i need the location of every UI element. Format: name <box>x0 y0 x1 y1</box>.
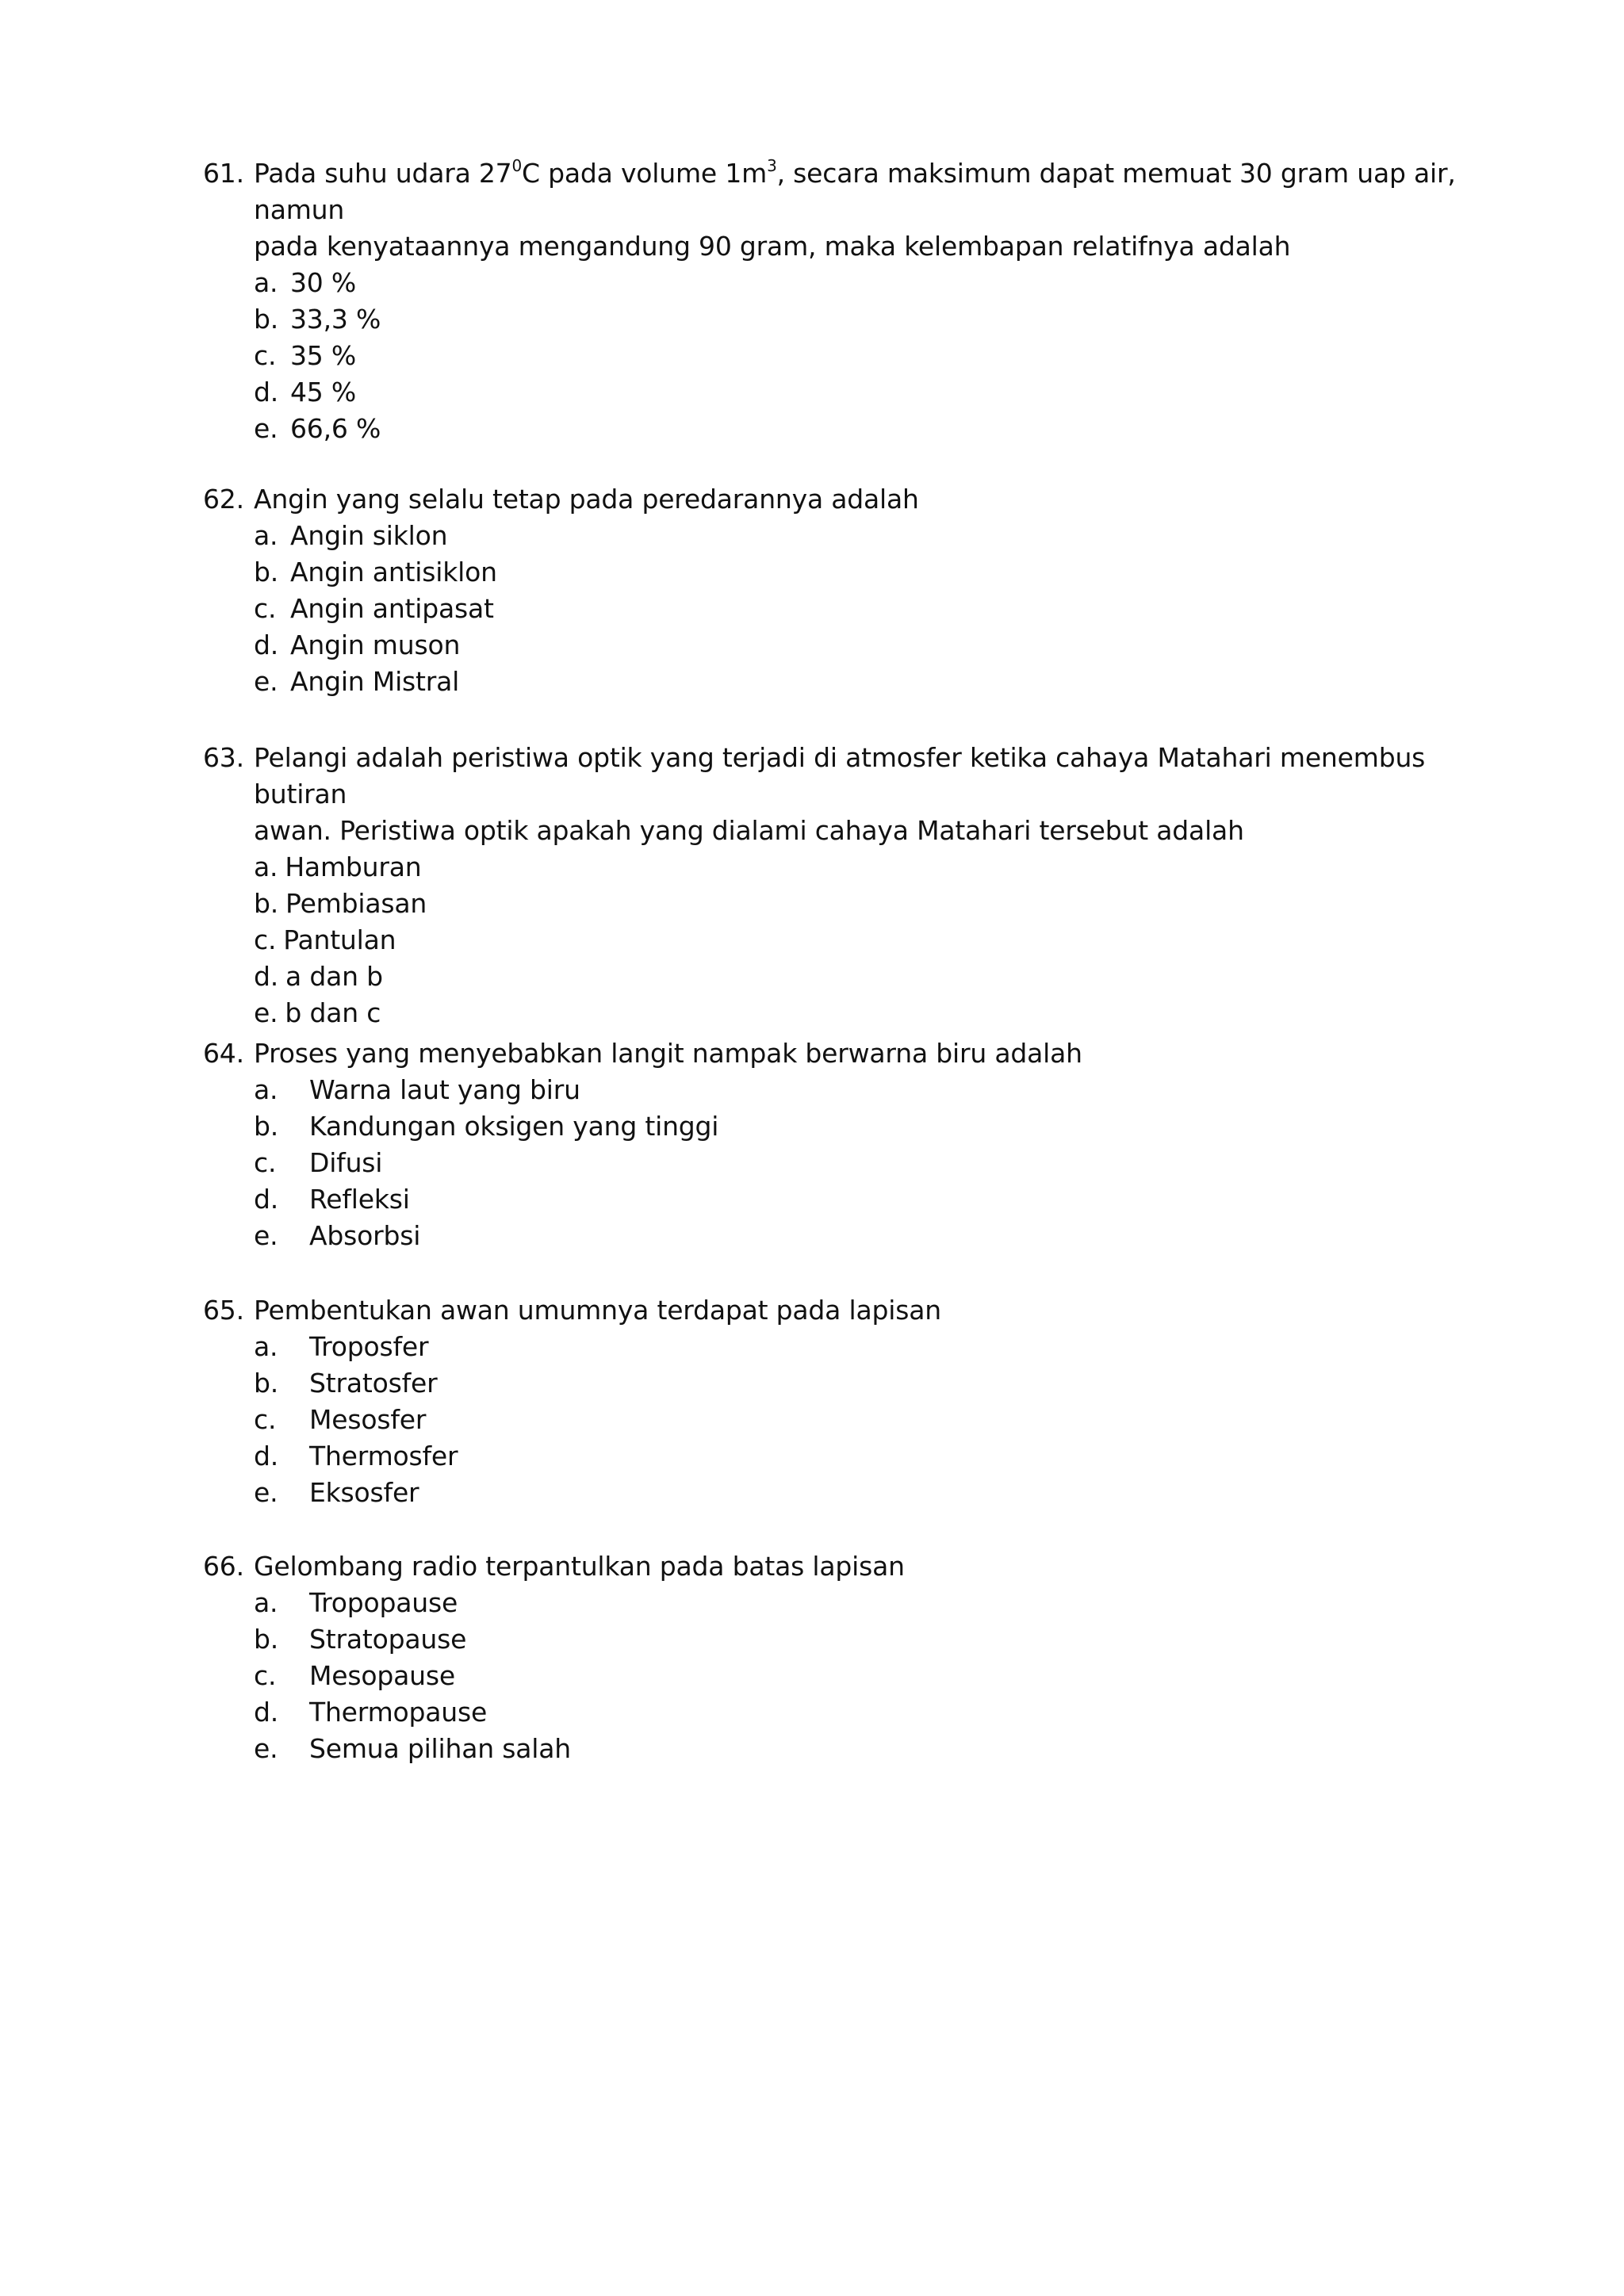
option-text: Angin siklon <box>290 520 448 551</box>
option-letter: d. <box>254 1441 279 1471</box>
question-line <box>203 740 1472 813</box>
question-number: 63. <box>203 742 244 773</box>
option-a <box>203 518 1472 554</box>
option-letter: a. <box>254 267 278 298</box>
question-text-continued: pada kenyataannya mengandung 90 gram, maka kelembapan relatifnya adalah <box>254 231 1291 262</box>
option-letter: b. <box>254 1111 279 1142</box>
option-c <box>203 1402 1472 1438</box>
option-e <box>203 1475 1472 1511</box>
option-a <box>203 1329 1472 1365</box>
question-66 <box>203 1548 1472 1767</box>
question-61 <box>203 155 1472 447</box>
option-letter: d. <box>254 1697 279 1728</box>
option-c <box>203 591 1472 627</box>
option-letter: e. <box>254 997 278 1028</box>
option-letter: d. <box>254 1184 279 1215</box>
option-letter: e. <box>254 1477 278 1508</box>
option-d <box>203 374 1472 411</box>
option-e <box>203 995 1472 1031</box>
question-63 <box>203 740 1472 1031</box>
option-text: Stratosfer <box>309 1368 438 1399</box>
option-text: Hamburan <box>285 851 422 882</box>
option-d <box>203 1694 1472 1731</box>
option-text: 66,6 % <box>290 413 381 444</box>
option-b <box>203 1365 1472 1402</box>
option-letter: d. <box>254 629 279 660</box>
question-number: 66. <box>203 1551 244 1582</box>
option-letter: c. <box>254 340 277 371</box>
question-62 <box>203 481 1472 700</box>
question-text-part: , secara maksimum dapat memuat 30 gram uap air, namun <box>254 158 1456 225</box>
option-letter: b. <box>254 557 279 587</box>
option-text: Angin antipasat <box>290 593 494 624</box>
question-text: Pelangi adalah peristiwa optik yang terjadi di atmosfer ketika cahaya Matahari menembus butiran <box>254 742 1426 809</box>
option-text: 35 % <box>290 340 357 371</box>
option-e <box>203 411 1472 447</box>
option-letter: c. <box>254 1147 277 1178</box>
option-letter: c. <box>254 593 277 624</box>
question-text-continued: awan. Peristiwa optik apakah yang dialami cahaya Matahari tersebut adalah <box>254 815 1244 846</box>
option-text: Troposfer <box>309 1331 429 1362</box>
option-text: Stratopause <box>309 1624 467 1655</box>
option-letter: e. <box>254 1733 278 1764</box>
option-letter: d. <box>254 961 279 992</box>
question-line <box>203 481 1472 518</box>
option-b <box>203 1108 1472 1145</box>
option-b <box>203 301 1472 338</box>
option-text: Kandungan oksigen yang tinggi <box>309 1111 719 1142</box>
option-text: Angin Mistral <box>290 666 460 697</box>
question-text-part: C pada volume 1m <box>522 158 768 189</box>
option-letter: e. <box>254 666 278 697</box>
option-letter: c. <box>254 924 277 955</box>
option-letter: b. <box>254 888 279 919</box>
option-c <box>203 922 1472 959</box>
option-letter: a. <box>254 520 278 551</box>
question-number: 64. <box>203 1038 244 1069</box>
option-b <box>203 554 1472 591</box>
question-64 <box>203 1035 1472 1254</box>
option-d <box>203 627 1472 664</box>
option-d <box>203 959 1472 995</box>
option-c <box>203 1658 1472 1694</box>
option-a <box>203 265 1472 301</box>
option-a <box>203 1072 1472 1108</box>
option-text: Refleksi <box>309 1184 410 1215</box>
option-letter: c. <box>254 1404 277 1435</box>
option-text: b dan c <box>285 997 381 1028</box>
option-b <box>203 1621 1472 1658</box>
option-text: 30 % <box>290 267 357 298</box>
option-text: Mesopause <box>309 1660 455 1691</box>
option-e <box>203 1731 1472 1767</box>
option-text: 33,3 % <box>290 304 381 335</box>
superscript: 3 <box>767 156 777 175</box>
question-text <box>254 155 1472 228</box>
option-letter: a. <box>254 1587 278 1618</box>
question-number: 65. <box>203 1295 244 1326</box>
option-b <box>203 886 1472 922</box>
question-line <box>203 1548 1472 1585</box>
option-c <box>203 338 1472 374</box>
question-65 <box>203 1292 1472 1511</box>
option-a <box>203 1585 1472 1621</box>
option-letter: a. <box>254 851 278 882</box>
option-text: Absorbsi <box>309 1220 421 1251</box>
question-text: Gelombang radio terpantulkan pada batas lapisan <box>254 1551 905 1582</box>
option-d <box>203 1181 1472 1218</box>
option-c <box>203 1145 1472 1181</box>
option-e <box>203 664 1472 700</box>
option-text: Difusi <box>309 1147 383 1178</box>
question-line <box>203 155 1472 228</box>
question-number: 61. <box>203 158 244 189</box>
option-e <box>203 1218 1472 1254</box>
question-text: Angin yang selalu tetap pada peredarannya adalah <box>254 484 919 515</box>
option-letter: e. <box>254 1220 278 1251</box>
option-text: Angin muson <box>290 629 461 660</box>
option-text: Pantulan <box>283 924 396 955</box>
option-letter: d. <box>254 377 279 408</box>
question-text: Proses yang menyebabkan langit nampak berwarna biru adalah <box>254 1038 1082 1069</box>
question-line <box>203 1035 1472 1072</box>
option-letter: a. <box>254 1074 278 1105</box>
option-text: Thermopause <box>309 1697 488 1728</box>
option-letter: b. <box>254 1624 279 1655</box>
option-letter: b. <box>254 304 279 335</box>
question-text-part: Pada suhu udara 27 <box>254 158 512 189</box>
option-text: Thermosfer <box>309 1441 458 1471</box>
option-text: a dan b <box>285 961 383 992</box>
superscript: 0 <box>511 156 523 175</box>
option-letter: c. <box>254 1660 277 1691</box>
option-letter: b. <box>254 1368 279 1399</box>
option-d <box>203 1438 1472 1475</box>
option-text: Warna laut yang biru <box>309 1074 580 1105</box>
option-text: 45 % <box>290 377 357 408</box>
option-text: Tropopause <box>309 1587 458 1618</box>
option-letter: a. <box>254 1331 278 1362</box>
question-text: Pembentukan awan umumnya terdapat pada lapisan <box>254 1295 941 1326</box>
question-number: 62. <box>203 484 244 515</box>
option-text: Eksosfer <box>309 1477 419 1508</box>
option-text: Semua pilihan salah <box>309 1733 571 1764</box>
option-text: Angin antisiklon <box>290 557 497 587</box>
option-text: Mesosfer <box>309 1404 427 1435</box>
option-a <box>203 849 1472 886</box>
question-line <box>203 1292 1472 1329</box>
option-text: Pembiasan <box>285 888 427 919</box>
option-letter: e. <box>254 413 278 444</box>
